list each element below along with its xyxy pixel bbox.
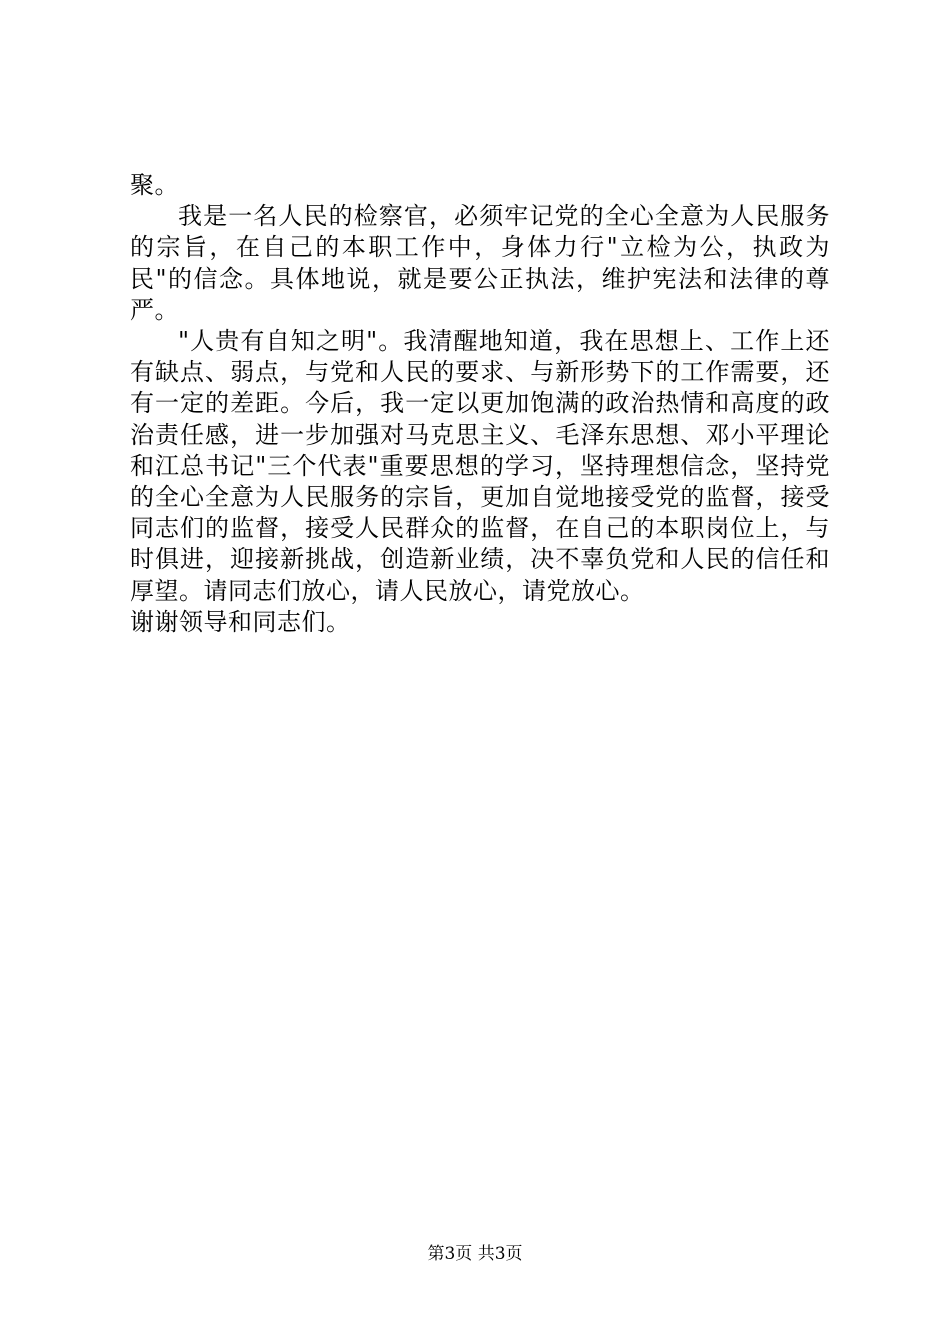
paragraph-prosecutor-pledge: 我是一名人民的检察官，必须牢记党的全心全意为人民服务的宗旨，在自己的本职工作中，身体力行"立检为公，执政为民"的信念。具体地说，就是要公正执法，维护宪法和法律的尊严。	[130, 202, 830, 324]
paragraph-continuation: 聚。	[130, 171, 179, 199]
paragraph-self-reflection: "人贵有自知之明"。我清醒地知道，我在思想上、工作上还有缺点、弱点，与党和人民的要求、与新形势下的工作需要，还有一定的差距。今后，我一定以更加饱满的政治热情和高度的政治责任感，进一步加强对马克思主义、毛泽东思想、邓小平理论和江总书记"三个代表"重要思想的学习，坚持理想信念，坚持党的全心全意为人民服务的宗旨，更加自觉地接受党的监督，接受同志们的监督，接受人民群众的监督，在自己的本职岗位上，与时俱进，迎接新挑战，创造新业绩，决不辜负党和人民的信任和厚望。请同志们放心，请人民放心，请党放心。	[130, 327, 830, 605]
paragraph-closing-thanks: 谢谢领导和同志们。	[130, 607, 351, 636]
page-number-footer: 第3页 共3页	[427, 1244, 523, 1264]
document-body	[130, 170, 830, 638]
